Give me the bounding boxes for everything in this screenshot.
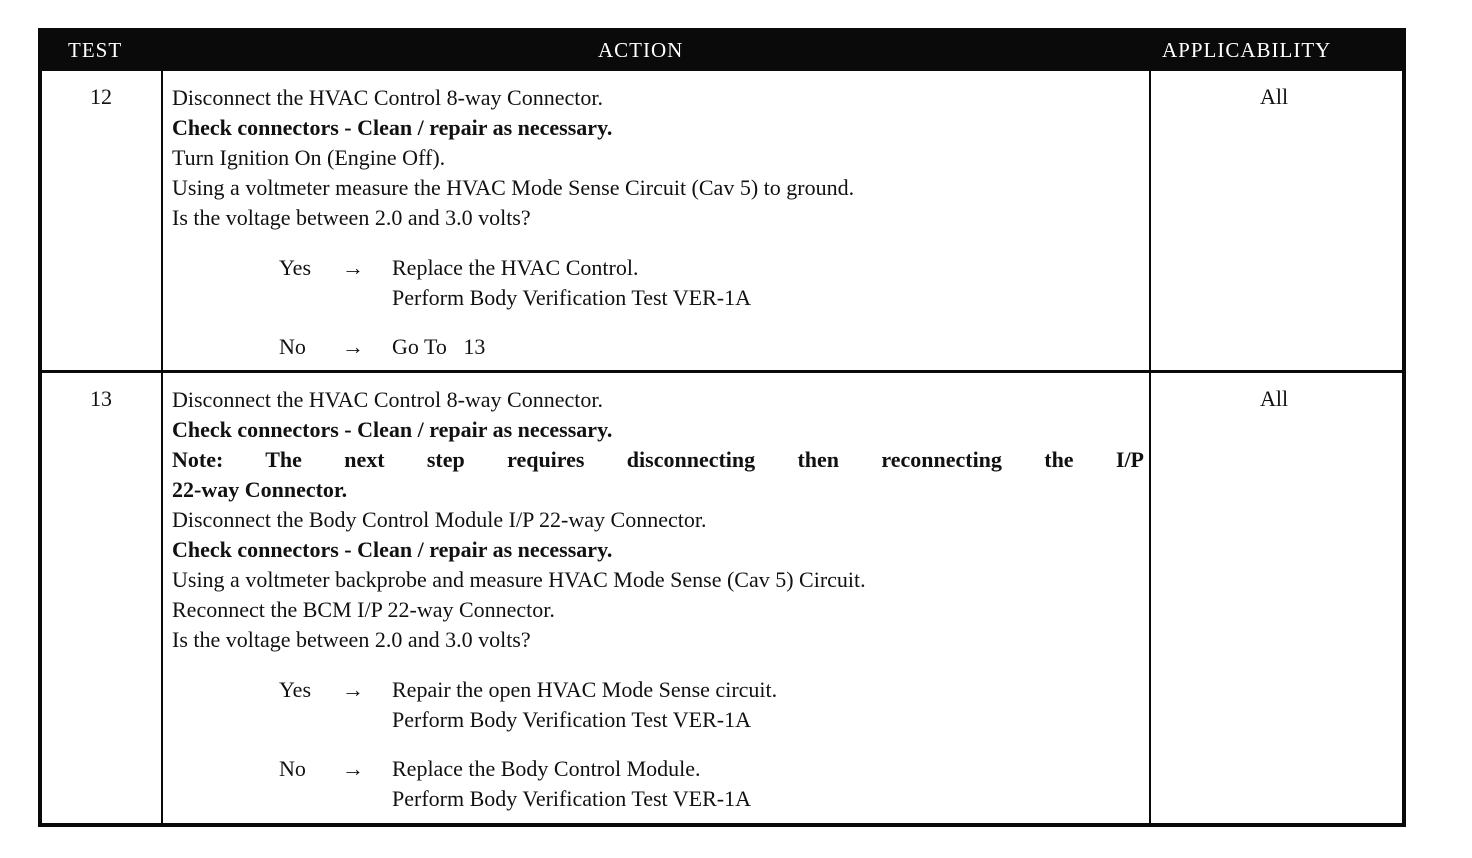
column-divider [1149,71,1151,827]
no-label: No [279,756,306,781]
step-text: Using a voltmeter backprobe and measure HVAC Mode Sense (Cav 5) Circuit. [172,567,866,592]
yes-result-verify: Perform Body Verification Test VER-1A [392,285,751,310]
step-text: Using a voltmeter measure the HVAC Mode Sense Circuit (Cav 5) to ground. [172,175,855,200]
applicability-value: All [1260,84,1289,109]
table-header [42,32,1402,71]
arrow-icon: → [342,334,364,359]
header-applicability: APPLICABILITY [1162,38,1332,62]
step-text: Disconnect the HVAC Control 8-way Connector. [172,387,603,412]
step-text: Disconnect the HVAC Control 8-way Connector. [172,85,603,110]
no-result: Go To 13 [392,334,486,359]
step-text-bold: Check connectors - Clean / repair as necessary. [172,537,613,562]
arrow-icon: → [342,255,364,280]
yes-result-verify: Perform Body Verification Test VER-1A [392,707,751,732]
no-result-verify: Perform Body Verification Test VER-1A [392,786,751,811]
test-action-table [38,28,1406,827]
step-text-bold: Check connectors - Clean / repair as necessary. [172,115,613,140]
test-number: 13 [90,386,112,411]
note-text: Note: The next step requires disconnecting then reconnecting the I/P [172,447,1144,472]
yes-label: Yes [279,255,312,280]
step-text: Reconnect the BCM I/P 22-way Connector. [172,597,555,622]
yes-label: Yes [279,677,312,702]
header-test: TEST [68,38,123,62]
arrow-icon: → [342,756,364,781]
no-result: Replace the Body Control Module. [392,756,701,781]
test-number: 12 [90,84,112,109]
step-text-bold: Check connectors - Clean / repair as necessary. [172,417,613,442]
yes-result: Repair the open HVAC Mode Sense circuit. [392,677,778,702]
step-text: Is the voltage between 2.0 and 3.0 volts? [172,627,531,652]
note-text: 22-way Connector. [172,477,348,502]
header-action: ACTION [598,38,684,62]
yes-result: Replace the HVAC Control. [392,255,639,280]
row-divider [42,370,1402,373]
step-text: Is the voltage between 2.0 and 3.0 volts? [172,205,531,230]
step-text: Disconnect the Body Control Module I/P 22-way Connector. [172,507,707,532]
column-divider [161,71,163,827]
no-label: No [279,334,306,359]
arrow-icon: → [342,677,364,702]
applicability-value: All [1260,386,1289,411]
step-text: Turn Ignition On (Engine Off). [172,145,446,170]
